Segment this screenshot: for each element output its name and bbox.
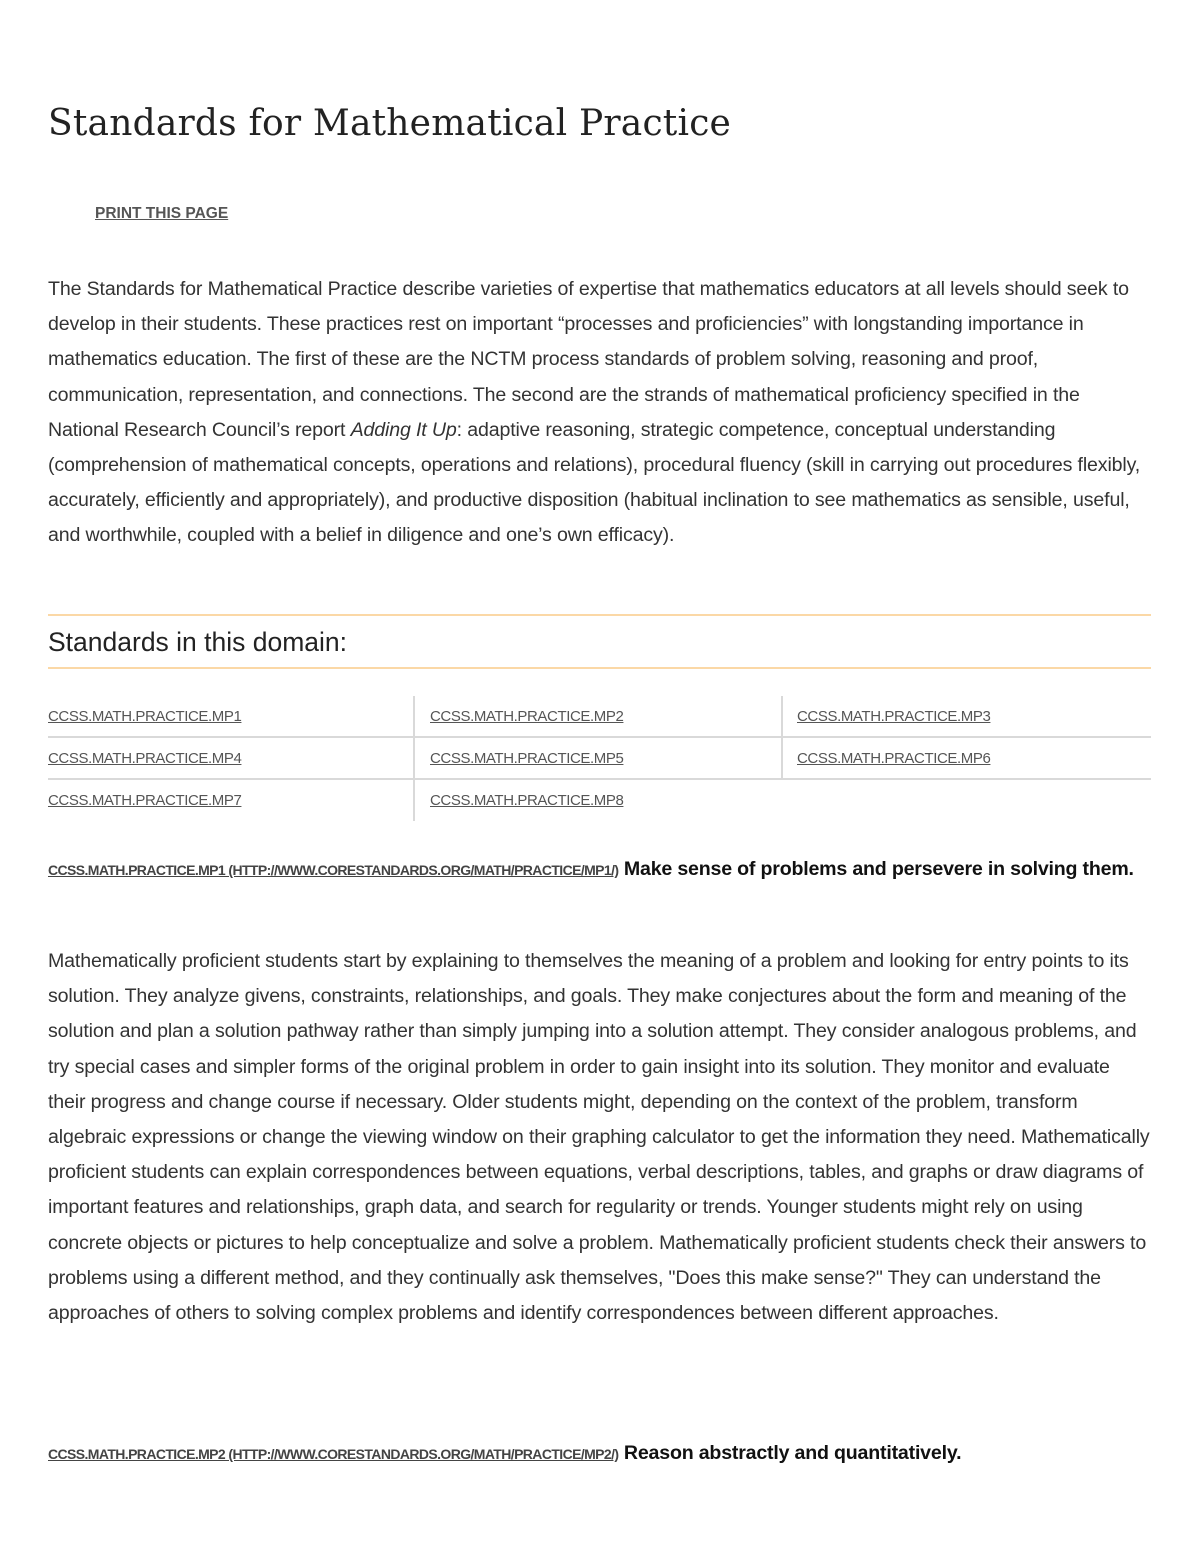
standard-heading-mp2 [48, 1436, 1151, 1472]
grid-divider [48, 736, 1151, 738]
standard-cell [797, 738, 1151, 779]
intro-paragraph [48, 272, 1151, 554]
standard-link-mp6[interactable]: CCSS.MATH.PRACTICE.MP6 [797, 750, 991, 767]
standard-link-mp5[interactable]: CCSS.MATH.PRACTICE.MP5 [430, 750, 624, 767]
domain-heading-top-divider [48, 614, 1151, 616]
standard-cell [430, 738, 780, 779]
grid-divider [413, 696, 415, 821]
standard-link-mp2[interactable]: CCSS.MATH.PRACTICE.MP2 [430, 708, 624, 725]
domain-heading: Standards in this domain: [48, 627, 348, 657]
standard-reference-link-mp2[interactable]: CCSS.MATH.PRACTICE.MP2 (HTTP://WWW.CORESTANDARDS.ORG/MATH/PRACTICE/MP2/) [48, 1446, 619, 1462]
standard-cell [797, 696, 1151, 737]
print-page-link[interactable]: PRINT THIS PAGE [95, 205, 229, 222]
standard-heading-mp1 [48, 852, 1151, 888]
domain-heading-bottom-divider [48, 667, 1151, 669]
intro-report-title: Adding It Up [350, 418, 457, 441]
standard-cell [48, 738, 414, 779]
standard-reference-link-mp1[interactable]: CCSS.MATH.PRACTICE.MP1 (HTTP://WWW.CORESTANDARDS.ORG/MATH/PRACTICE/MP1/) [48, 862, 619, 878]
intro-text: The Standards for Mathematical Practice describe varieties of expertise that mathematics educators at all levels should seek to develop in their students. These practices rest on important “processes and proficiencies” with longstanding importance in mathematics education. The first of these are the NCTM process standards of problem solving, reasoning and proof, communication, representation, and connections. The second are the strands of mathematical proficiency specified in the National Research Council’s report [48, 278, 1129, 441]
standard-cell [48, 696, 414, 737]
intro-text-continued: : adaptive reasoning, strategic competence, conceptual understanding (comprehension of mathematical concepts, operations and relations), procedural fluency (skill in carrying out procedures flexibly, accurately, efficiently and appropriately), and productive disposition (habitual inclination to see mathematics as sensible, useful, and worthwhile, coupled with a belief in diligence and one’s own efficacy). [48, 418, 1141, 547]
grid-divider [48, 778, 1151, 780]
page-title: Standards for Mathematical Practice [48, 103, 732, 144]
standard-title-mp2: Reason abstractly and quantitatively. [623, 1442, 962, 1464]
standard-description-mp1: Mathematically proficient students start by explaining to themselves the meaning of a problem and looking for entry points to its solution. They analyze givens, constraints, relationships, and goals. They make conjectures about the form and meaning of the solution and plan a solution pathway rather than simply jumping into a solution attempt. They consider analogous problems, and try special cases and simpler forms of the original problem in order to gain insight into its solution. They monitor and evaluate their progress and change course if necessary. Older students might, depending on the context of the problem, transform algebraic expressions or change the viewing window on their graphing calculator to get the information they need. Mathematically proficient students can explain correspondences between equations, verbal descriptions, tables, and graphs or draw diagrams of important features and relationships, graph data, and search for regularity or trends. Younger students might rely on using concrete objects or pictures to help conceptualize and solve a problem. Mathematically proficient students check their answers to problems using a different method, and they continually ask themselves, "Does this make sense?" They can understand the approaches of others to solving complex problems and identify correspondences between different approaches. [48, 950, 1150, 1325]
standard-link-mp4[interactable]: CCSS.MATH.PRACTICE.MP4 [48, 750, 242, 767]
standard-cell [430, 780, 780, 821]
standard-cell [430, 696, 780, 737]
standard-title-mp1: Make sense of problems and persevere in solving them. [623, 858, 1134, 880]
standard-link-mp8[interactable]: CCSS.MATH.PRACTICE.MP8 [430, 792, 624, 809]
standard-link-mp7[interactable]: CCSS.MATH.PRACTICE.MP7 [48, 792, 242, 809]
standard-link-mp3[interactable]: CCSS.MATH.PRACTICE.MP3 [797, 708, 991, 725]
standard-cell [48, 780, 414, 821]
standard-link-mp1[interactable]: CCSS.MATH.PRACTICE.MP1 [48, 708, 242, 725]
